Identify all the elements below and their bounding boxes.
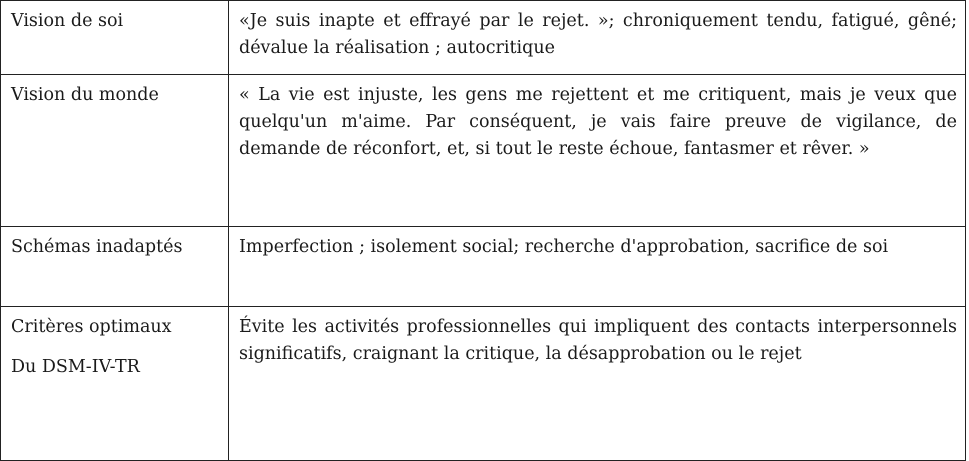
table-row	[1, 307, 966, 461]
row-label-criteres-line2: Du DSM-IV-TR	[11, 357, 140, 377]
row-label-criteres-dsm	[1, 307, 229, 461]
table-row	[1, 1, 966, 75]
row-label-vision-du-monde: Vision du monde	[1, 75, 229, 227]
row-content-vision-du-monde: « La vie est injuste, les gens me rejettent et me critiquent, mais je veux que quelqu'un m'aime. Par conséquent, je vais faire preuve de vigilance, de demande de réconfort, et, si tout le reste échoue, fantasmer et rêver. »	[229, 75, 966, 227]
row-content-schemas-inadaptes: Imperfection ; isolement social; recherche d'approbation, sacrifice de soi	[229, 227, 966, 307]
row-label-vision-de-soi: Vision de soi	[1, 1, 229, 75]
row-label-criteres-line1: Critères optimaux	[11, 317, 172, 337]
row-label-schemas-inadaptes: Schémas inadaptés	[1, 227, 229, 307]
table-row	[1, 227, 966, 307]
row-content-criteres-dsm: Évite les activités professionnelles qui impliquent des contacts interpersonnels significatifs, craignant la critique, la désapprobation ou le rejet	[229, 307, 966, 461]
row-content-vision-de-soi: «Je suis inapte et effrayé par le rejet. »; chroniquement tendu, fatigué, gêné; dévalue la réalisation ; autocritique	[229, 1, 966, 75]
table-row	[1, 75, 966, 227]
